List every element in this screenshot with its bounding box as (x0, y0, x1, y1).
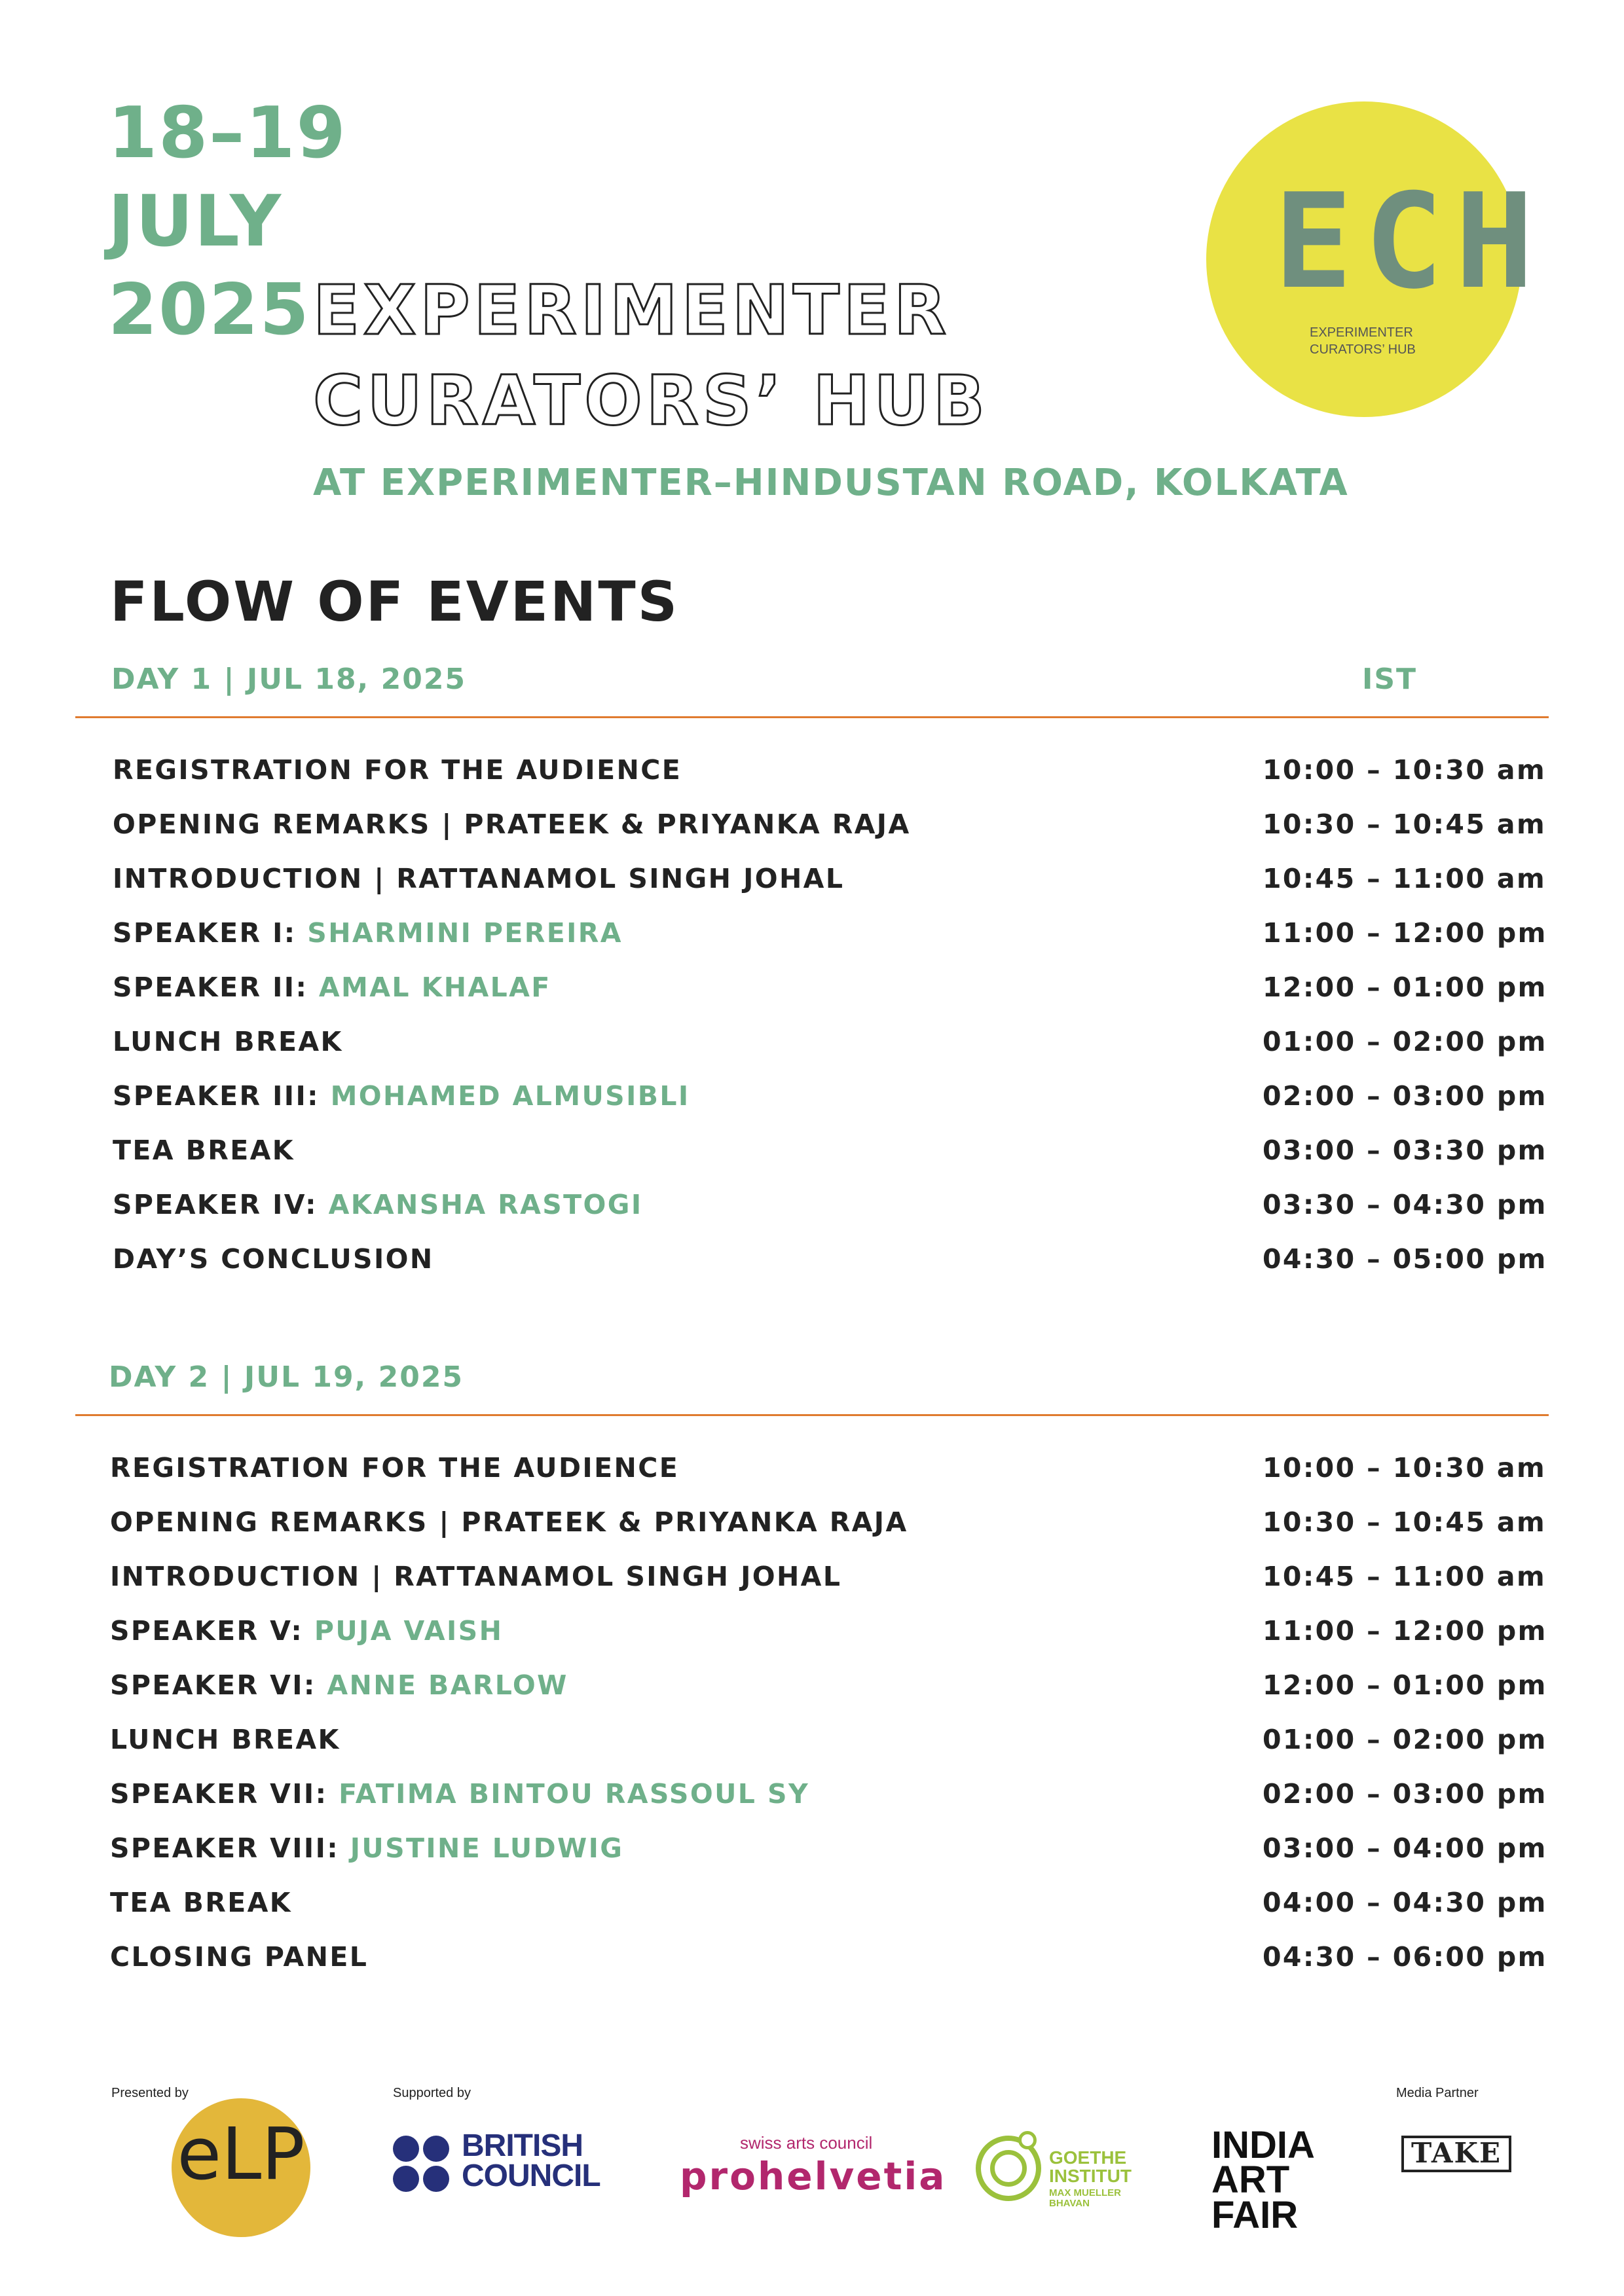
event-label: REGISTRATION FOR THE AUDIENCE (113, 754, 682, 786)
event-label: TEA BREAK (113, 1135, 295, 1166)
schedule-row (0, 1669, 1624, 1709)
event-label: CLOSING PANEL (110, 1941, 369, 1973)
event-time: 10:30 – 10:45 am (1263, 1506, 1547, 1538)
schedule-row (0, 917, 1624, 957)
event-title (113, 1135, 295, 1166)
event-title (113, 1189, 643, 1220)
event-title (113, 809, 911, 840)
take-logo-text: TAKE (1411, 2137, 1502, 2169)
event-title (113, 1080, 690, 1112)
event-title (110, 1561, 841, 1592)
goethe-inner-ring-icon (990, 2150, 1027, 2187)
schedule-row (0, 809, 1624, 848)
event-label: SPEAKER VI: (110, 1669, 327, 1701)
event-title (110, 1615, 503, 1647)
event-title (113, 1026, 343, 1057)
event-title (113, 754, 682, 786)
event-time: 03:00 – 03:30 pm (1263, 1135, 1547, 1166)
event-label: SPEAKER V: (110, 1615, 314, 1647)
schedule-row (0, 1080, 1624, 1120)
day2-label: DAY 2 | JUL 19, 2025 (109, 1360, 464, 1394)
event-label: OPENING REMARKS | PRATEEK & PRIYANKA RAJA (113, 809, 911, 840)
presented-by-caption: Presented by (111, 2086, 189, 2100)
event-title (110, 1724, 341, 1755)
schedule-row (0, 1243, 1624, 1283)
schedule-row (0, 1941, 1624, 1980)
event-time: 02:00 – 03:00 pm (1263, 1778, 1547, 1810)
schedule-row (0, 1778, 1624, 1817)
event-time: 10:00 – 10:30 am (1263, 754, 1547, 786)
schedule-row (0, 1135, 1624, 1174)
event-time: 03:00 – 04:00 pm (1263, 1832, 1547, 1864)
prohelvetia-text: prohelvetia (680, 2154, 947, 2198)
schedule-row (0, 1832, 1624, 1872)
event-title (113, 972, 551, 1003)
goethe-dot-icon (1018, 2131, 1037, 2149)
schedule-row (0, 1506, 1624, 1546)
schedule-row (0, 863, 1624, 902)
goethe-text: GOETHE INSTITUT (1049, 2147, 1132, 2186)
schedule-row (0, 1615, 1624, 1654)
event-label: DAY’S CONCLUSION (113, 1243, 434, 1275)
event-label: SPEAKER II: (113, 972, 319, 1003)
event-title (113, 917, 623, 949)
schedule-row (0, 1561, 1624, 1600)
event-time: 12:00 – 01:00 pm (1263, 972, 1547, 1003)
event-title (113, 1243, 434, 1275)
event-time: 03:30 – 04:30 pm (1263, 1189, 1547, 1220)
event-title-line-2: CURATORS’ HUB (313, 361, 989, 441)
event-label: SPEAKER VII: (110, 1778, 339, 1810)
british-council-text: BRITISH COUNCIL (462, 2128, 600, 2193)
event-title-line-1: EXPERIMENTER (313, 270, 950, 350)
british-council-dots-icon (393, 2136, 458, 2195)
date-line-month: JULY (108, 181, 283, 263)
elp-logo-text: eLP (177, 2112, 305, 2196)
ech-logo-subtitle: EXPERIMENTER CURATORS’ HUB (1310, 325, 1416, 357)
ech-logo-letters: ECH (1274, 166, 1546, 318)
day1-divider (75, 716, 1549, 718)
event-title (113, 863, 844, 894)
event-label: SPEAKER IV: (113, 1189, 329, 1220)
speaker-name: AMAL KHALAF (318, 972, 551, 1003)
venue-line: AT EXPERIMENTER–HINDUSTAN ROAD, KOLKATA (313, 462, 1349, 504)
schedule-row (0, 1887, 1624, 1926)
day1-label: DAY 1 | JUL 18, 2025 (111, 663, 467, 696)
event-label: REGISTRATION FOR THE AUDIENCE (110, 1452, 680, 1484)
event-label: LUNCH BREAK (110, 1724, 341, 1755)
event-label: INTRODUCTION | RATTANAMOL SINGH JOHAL (113, 863, 845, 894)
event-time: 04:30 – 05:00 pm (1263, 1243, 1547, 1275)
india-art-fair-logo: INDIA ART FAIR (1211, 2124, 1315, 2236)
event-title (110, 1506, 908, 1538)
event-label: INTRODUCTION | RATTANAMOL SINGH JOHAL (110, 1561, 842, 1592)
event-title (110, 1778, 809, 1810)
event-label: LUNCH BREAK (113, 1026, 343, 1057)
event-label: TEA BREAK (110, 1887, 292, 1918)
goethe-subtext: MAX MUELLER BHAVAN (1049, 2187, 1121, 2209)
event-time: 01:00 – 02:00 pm (1263, 1026, 1547, 1057)
schedule-row (0, 754, 1624, 793)
schedule-row (0, 972, 1624, 1011)
schedule-row (0, 1026, 1624, 1065)
event-time: 11:00 – 12:00 pm (1263, 1615, 1547, 1647)
speaker-name: FATIMA BINTOU RASSOUL SY (339, 1778, 810, 1810)
event-label: OPENING REMARKS | PRATEEK & PRIYANKA RAJA (110, 1506, 908, 1538)
event-time: 10:00 – 10:30 am (1263, 1452, 1547, 1484)
event-time: 10:30 – 10:45 am (1263, 809, 1547, 840)
event-label: SPEAKER III: (113, 1080, 331, 1112)
event-title (110, 1941, 368, 1973)
event-time: 04:30 – 06:00 pm (1263, 1941, 1547, 1973)
schedule-row (0, 1724, 1624, 1763)
event-time: 02:00 – 03:00 pm (1263, 1080, 1547, 1112)
speaker-name: AKANSHA RASTOGI (328, 1189, 643, 1220)
event-time: 12:00 – 01:00 pm (1263, 1669, 1547, 1701)
event-time: 10:45 – 11:00 am (1263, 1561, 1547, 1592)
event-label: SPEAKER I: (113, 917, 308, 949)
speaker-name: PUJA VAISH (314, 1615, 504, 1647)
speaker-name: SHARMINI PEREIRA (307, 917, 623, 949)
prohelvetia-subtitle: swiss arts council (740, 2133, 873, 2153)
event-title (110, 1832, 623, 1864)
event-label: SPEAKER VIII: (110, 1832, 350, 1864)
speaker-name: MOHAMED ALMUSIBLI (330, 1080, 690, 1112)
supported-by-caption: Supported by (393, 2086, 471, 2100)
event-time: 01:00 – 02:00 pm (1263, 1724, 1547, 1755)
schedule-row (0, 1452, 1624, 1491)
page-title: FLOW OF EVENTS (110, 570, 680, 634)
speaker-name: ANNE BARLOW (327, 1669, 568, 1701)
event-time: 10:45 – 11:00 am (1263, 863, 1547, 894)
schedule-row (0, 1189, 1624, 1228)
date-line-year: 2025 (108, 269, 310, 351)
event-title (110, 1887, 292, 1918)
day2-divider (75, 1414, 1549, 1416)
media-partner-caption: Media Partner (1396, 2086, 1479, 2100)
event-title (110, 1669, 568, 1701)
date-line-days: 18–19 (108, 92, 347, 174)
event-time: 04:00 – 04:30 pm (1263, 1887, 1547, 1918)
timezone-label: IST (1362, 663, 1418, 696)
event-title (110, 1452, 679, 1484)
event-time: 11:00 – 12:00 pm (1263, 917, 1547, 949)
speaker-name: JUSTINE LUDWIG (350, 1832, 624, 1864)
